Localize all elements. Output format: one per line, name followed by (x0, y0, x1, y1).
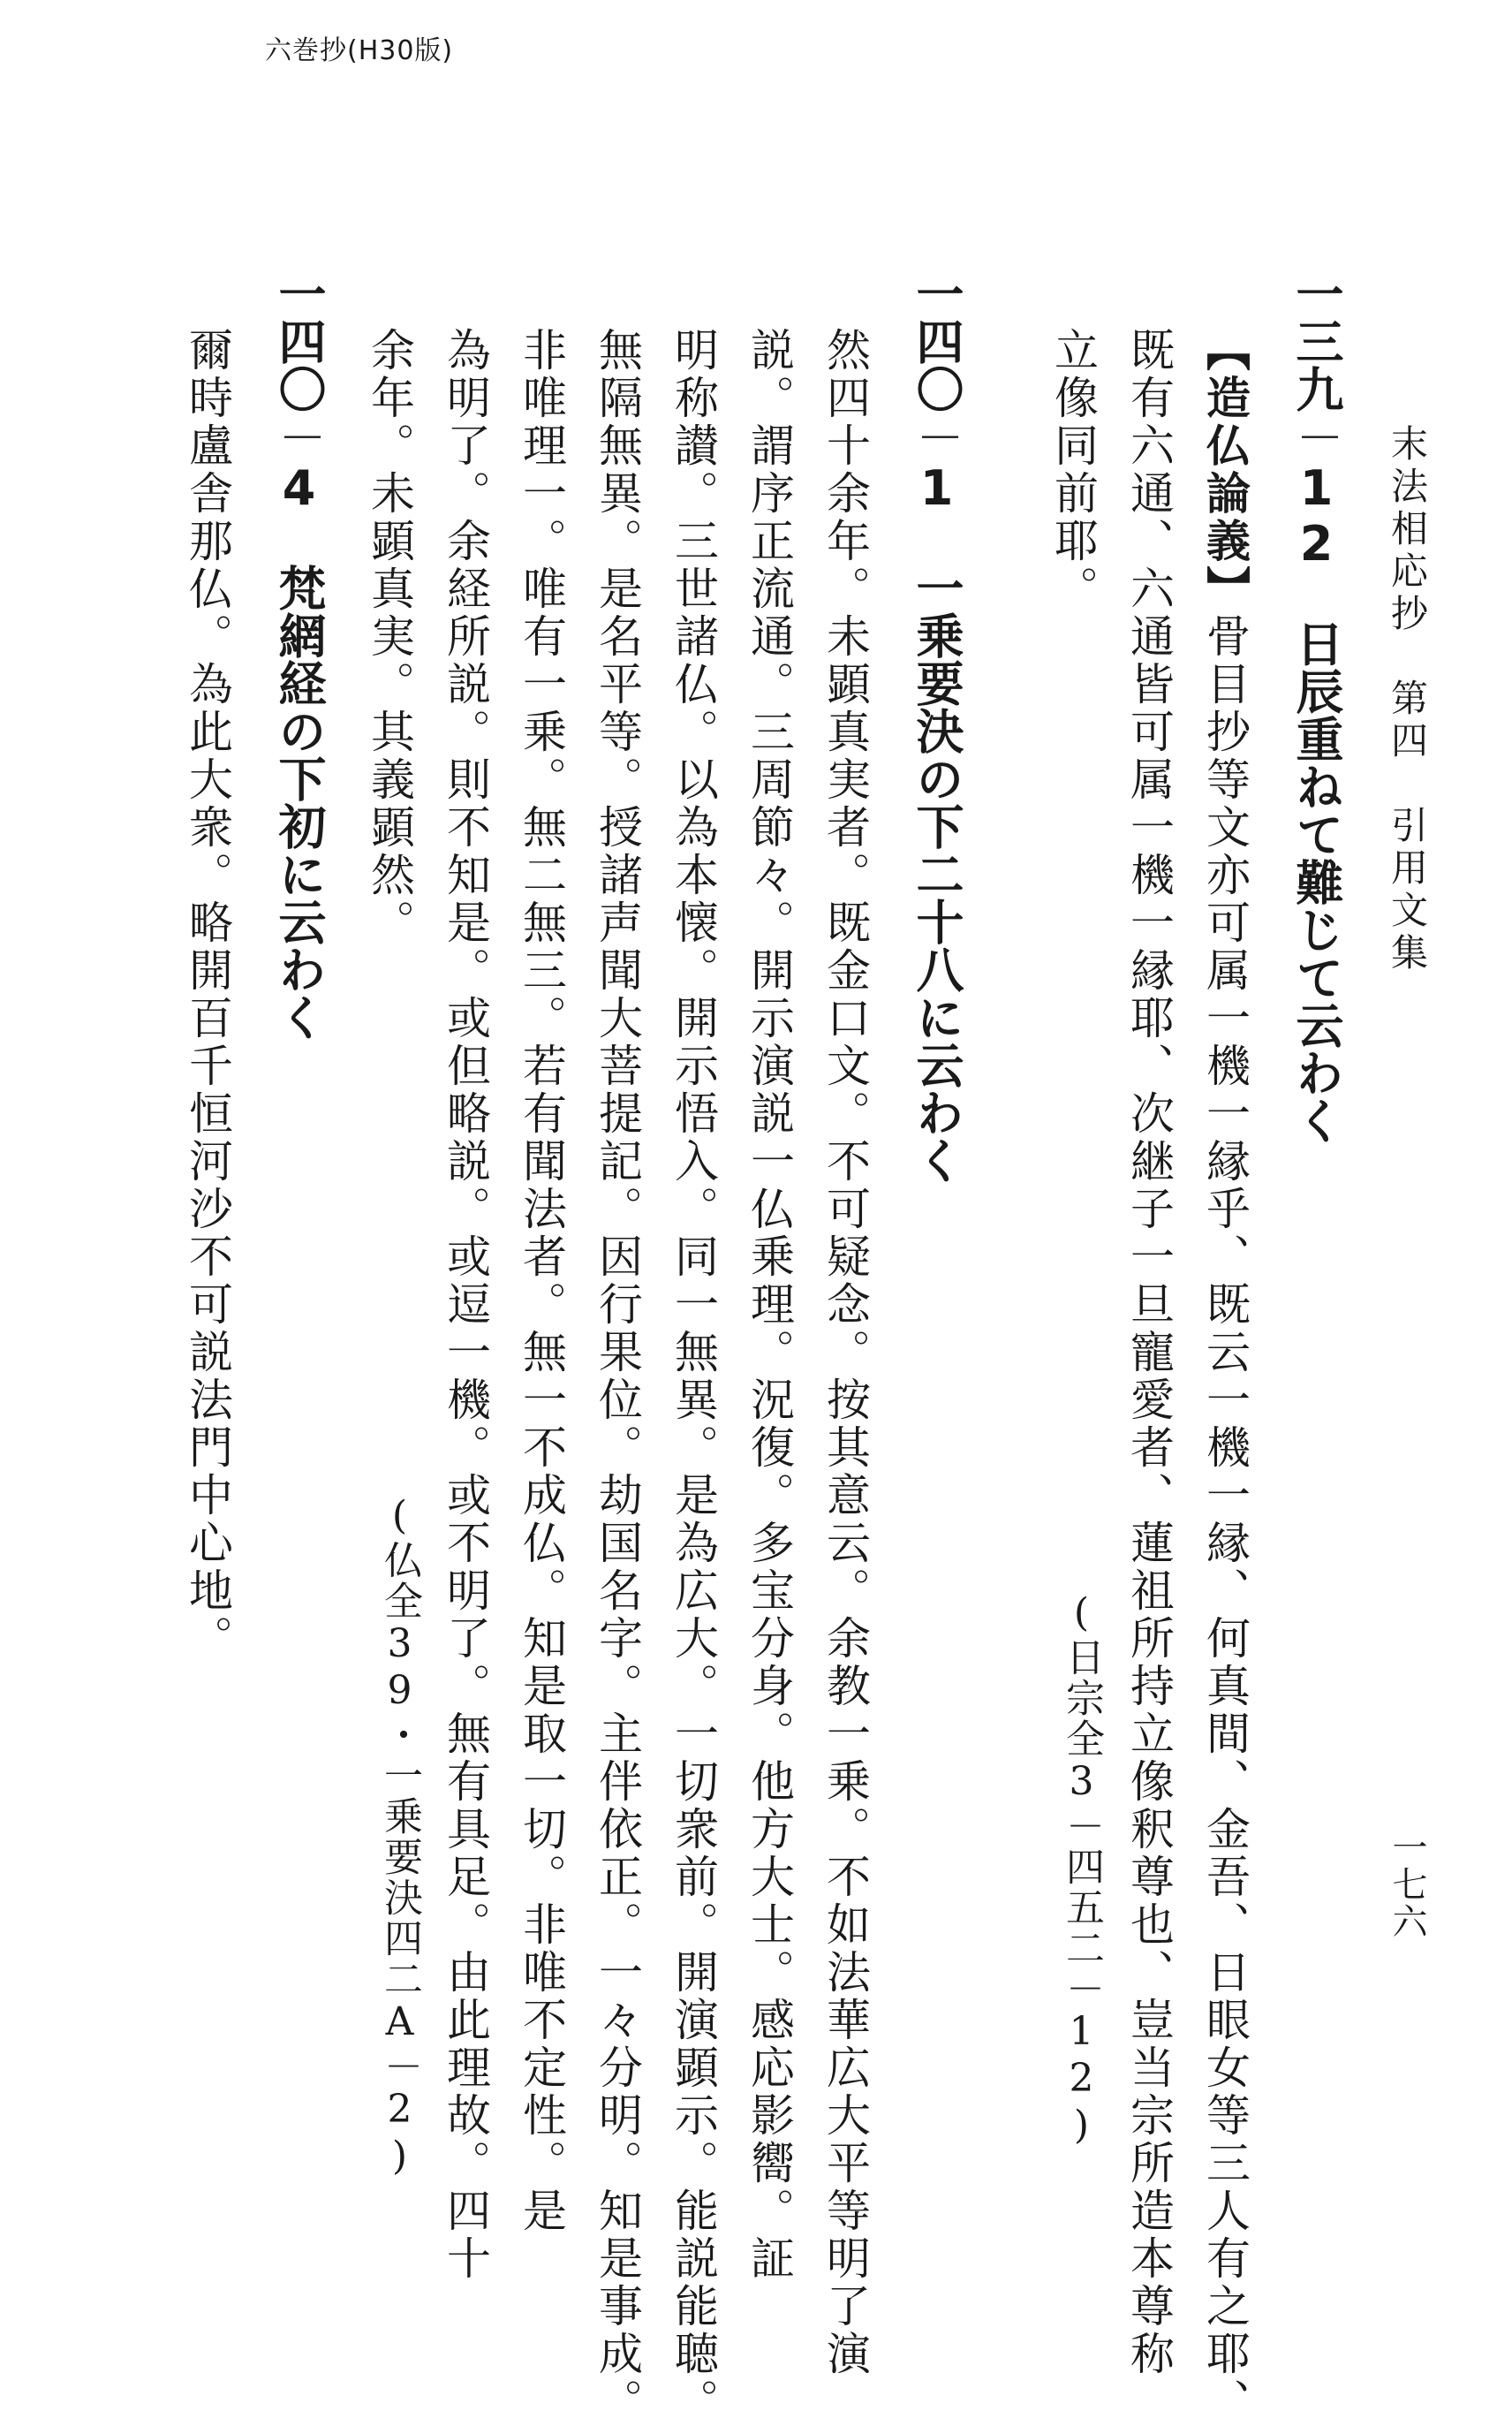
section-heading: 一三九－12 日辰重ねて難じて云わく (1289, 269, 1344, 1144)
section-number: 一四〇 (909, 269, 964, 413)
body-line: 説。謂序正流通。三周節々。開示演説一仏乗理。況復。多宝分身。他方大士。感応影嚮。証 (744, 327, 795, 2283)
body-line (1199, 327, 1251, 2426)
citation: (仏全39・一乗要決四二A－2) (377, 1493, 422, 2180)
section-subnumber: 12 (1289, 460, 1344, 572)
section-subnumber: 4 (271, 460, 327, 516)
running-head: 末法相応抄 第四 引用文集 (1386, 424, 1429, 975)
citation: (日宗全3－四五二－12) (1059, 1590, 1104, 2149)
body-line: 立像同前耶。 (1047, 327, 1099, 613)
section-heading: 一四〇－4 梵網経の下初に云わく (271, 269, 327, 1041)
body-line: 非唯理一。唯有一乗。無二無三。若有聞法者。無一不成仏。知是取一切。非唯不定性。是 (516, 327, 567, 2235)
body-line: 無隔無異。是名平等。授諸声聞大菩提記。因行果位。劫国名字。主伴依正。一々分明。知是事成。 (592, 327, 643, 2426)
section-subnumber: 1 (909, 460, 964, 516)
section-number: 一三九 (1289, 269, 1344, 413)
section-number: 一四〇 (271, 269, 327, 413)
body-line: 余年。未顕真実。其義顕然。 (364, 327, 415, 947)
body-line: 為明了。余経所説。則不知是。或但略説。或逗一機。或不明了。無有具足。由此理故。四十 (440, 327, 491, 2283)
section-heading: 一四〇－1 一乗要決の下二十八に云わく (909, 269, 964, 1184)
section-title: 日辰重ねて難じて云わく (1289, 619, 1344, 1144)
section-title: 一乗要決の下二十八に云わく (909, 564, 964, 1184)
line-text: 骨目抄等文亦可属一機一縁乎、既云一機一縁、何真間、金吾、日眼女等三人有之耶、 (1199, 613, 1251, 2426)
section-title: 梵網経の下初に云わく (271, 564, 327, 1041)
corner-label: 六巻抄(H30版) (265, 35, 454, 66)
body-line: 既有六通、六通皆可属一機一縁耶、次継子一旦寵愛者、蓮祖所持立像釈尊也、豈当宗所造本尊称 (1123, 327, 1175, 2378)
body-line: 爾時盧舎那仏。為此大衆。略開百千恒河沙不可説法門中心地。 (182, 327, 233, 1663)
body-line: 明称讃。三世諸仏。以為本懐。開示悟入。同一無異。是為広大。一切衆前。開演顕示。能説能聴。 (668, 327, 719, 2426)
section-tag: 【造仏論義】 (1199, 327, 1251, 613)
body-line: 然四十余年。未顕真実者。既金口文。不可疑念。按其意云。余教一乗。不如法華広大平等明了演 (820, 327, 871, 2378)
page-number: 一七六 (1387, 1829, 1427, 1940)
